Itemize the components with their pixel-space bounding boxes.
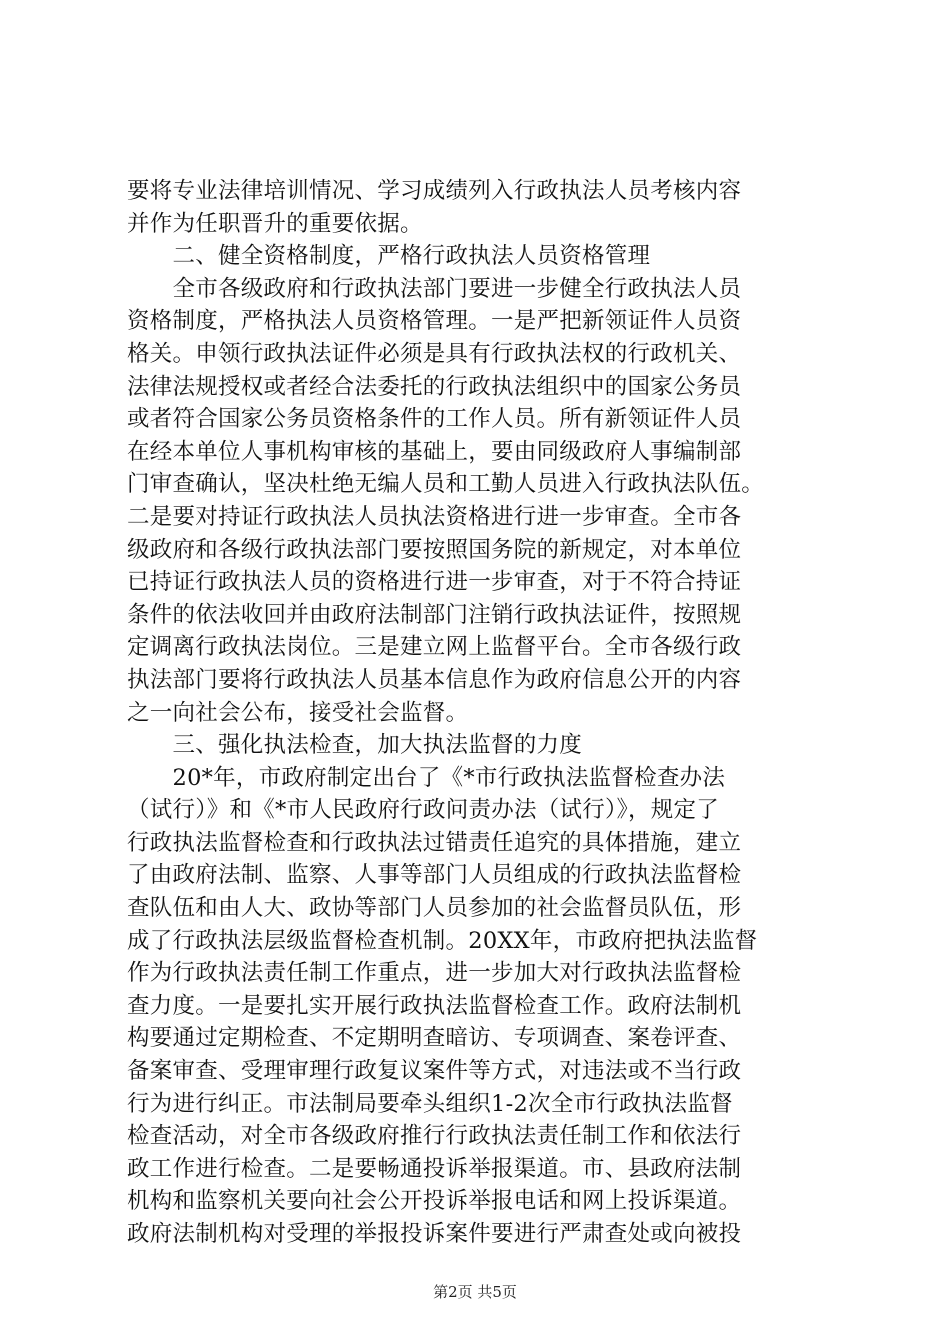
text-line: 作为行政执法责任制工作重点，进一步加大对行政执法监督检	[127, 960, 742, 987]
page-footer: 第2页 共5页	[433, 1283, 517, 1301]
text-line: 查队伍和由人大、政协等部门人员参加的社会监督员队伍，形	[127, 895, 742, 922]
text-line: 要将专业法律培训情况、学习成绩列入行政执法人员考核内容	[127, 178, 742, 204]
text-line: 执法部门要将行政执法人员基本信息作为政府信息公开的内容	[127, 666, 742, 693]
text-line: 政府法制机构对受理的举报投诉案件要进行严肃查处或向被投	[127, 1221, 742, 1247]
text-line: 政工作进行检查。二是要畅通投诉举报渠道。市、县政府法制	[127, 1155, 742, 1182]
text-line: 构要通过定期检查、不定期明查暗访、专项调查、案卷评查、	[127, 1025, 742, 1052]
text-line: 全市各级政府和行政执法部门要进一步健全行政执法人员	[127, 275, 742, 302]
text-line: 二是要对持证行政执法人员执法资格进行进一步审查。全市各	[127, 503, 742, 530]
text-line: 级政府和各级行政执法部门要按照国务院的新规定，对本单位	[127, 536, 742, 563]
text-line: 定调离行政执法岗位。三是建立网上监督平台。全市各级行政	[127, 634, 742, 661]
text-line: 成了行政执法层级监督检查机制。20XX年，市政府把执法监督	[127, 927, 758, 954]
text-line: 了由政府法制、监察、人事等部门人员组成的行政执法监督检	[127, 862, 742, 889]
text-line: 备案审查、受理审理行政复议案件等方式，对违法或不当行政	[127, 1058, 742, 1085]
text-line: 20*年，市政府制定出台了《*市行政执法监督检查办法	[127, 764, 726, 791]
document-body	[127, 175, 827, 1251]
text-line: 之一向社会公布，接受社会监督。	[127, 699, 469, 726]
text-line: 在经本单位人事机构审核的基础上，要由同级政府人事编制部	[127, 438, 742, 465]
text-line: 机构和监察机关要向社会公开投诉举报电话和网上投诉渠道。	[127, 1188, 742, 1215]
text-line: 二、健全资格制度，严格行政执法人员资格管理	[127, 243, 651, 270]
text-line: 行为进行纠正。市法制局要牵头组织1-2次全市行政执法监督	[127, 1090, 733, 1117]
text-line: 条件的依法收回并由政府法制部门注销行政执法证件，按照规	[127, 601, 742, 628]
text-line: 法律法规授权或者经合法委托的行政执法组织中的国家公务员	[127, 373, 742, 400]
text-line: 查力度。一是要扎实开展行政执法监督检查工作。政府法制机	[127, 992, 742, 1019]
text-line: 检查活动，对全市各级政府推行行政执法责任制工作和依法行	[127, 1123, 742, 1150]
text-line: 已持证行政执法人员的资格进行进一步审查，对于不符合持证	[127, 569, 742, 596]
text-line: 格关。申领行政执法证件必须是具有行政执法权的行政机关、	[127, 340, 742, 367]
text-line: （试行）》和《*市人民政府行政问责办法（试行）》，规定了	[127, 797, 720, 824]
text-line: 行政执法监督检查和行政执法过错责任追究的具体措施，建立	[127, 829, 742, 856]
text-line: 或者符合国家公务员资格条件的工作人员。所有新领证件人员	[127, 406, 742, 433]
text-line: 门审查确认，坚决杜绝无编人员和工勤人员进入行政执法队伍。	[127, 471, 765, 498]
text-line: 资格制度，严格执法人员资格管理。一是严把新领证件人员资	[127, 308, 742, 335]
text-line: 并作为任职晋升的重要依据。	[127, 210, 423, 237]
text-line: 三、强化执法检查，加大执法监督的力度	[127, 732, 583, 759]
